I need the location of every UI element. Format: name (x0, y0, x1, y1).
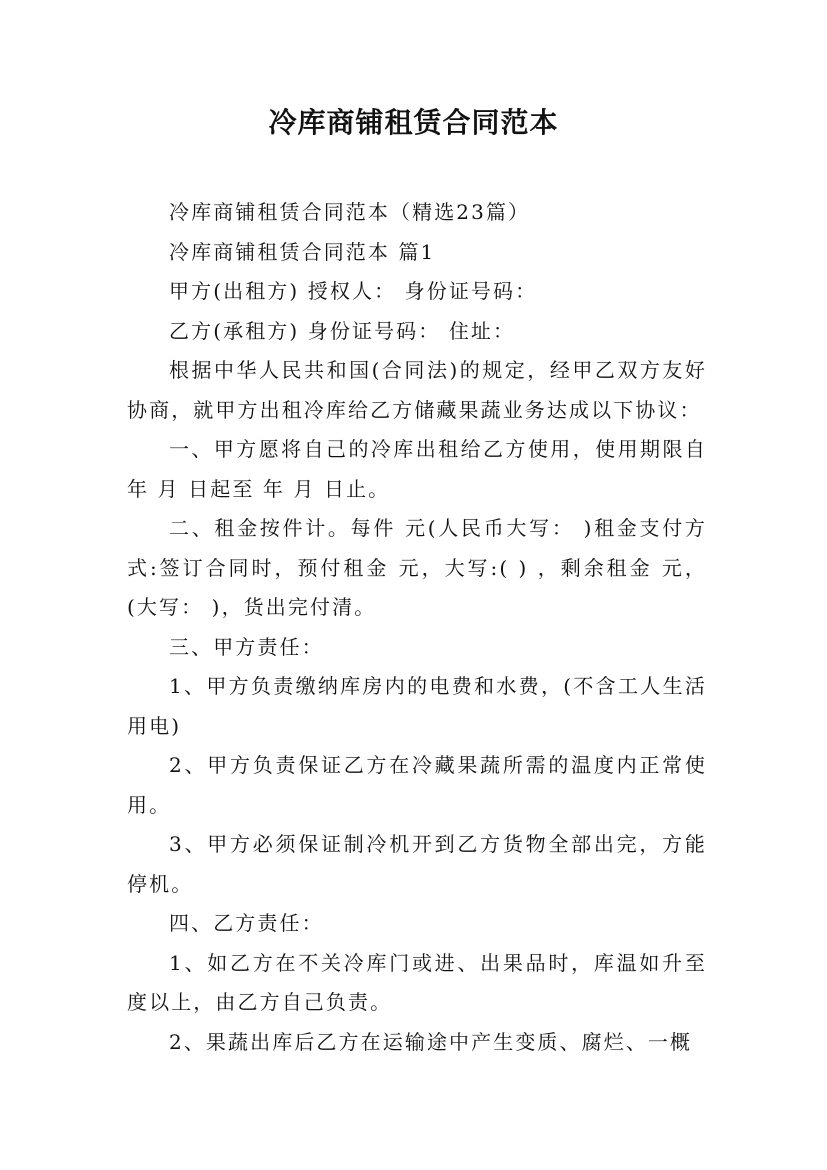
paragraph: 2、甲方负责保证乙方在冷藏果蔬所需的温度内正常使用。 (127, 753, 707, 817)
paragraph: 2、果蔬出库后乙方在运输途中产生变质、腐烂、一概 (169, 1029, 693, 1054)
paragraph: 乙方(承租方) 身份证号码： 住址： (169, 318, 516, 343)
paragraph: 1、如乙方在不关冷库门或进、出果品时，库温如升至 度以上，由乙方自己负责。 (127, 950, 707, 1014)
paragraph: 冷库商铺租赁合同范本（精选23篇） (169, 200, 531, 224)
paragraph: 甲方(出租方) 授权人： 身份证号码： (169, 279, 538, 303)
paragraph: 二、租金按件计。每件 元(人民币大写： )租金支付方式:签订合同时，预付租金 元，大写:( ) ，剩余租金 元，(大写： )，货出完付清。 (127, 516, 707, 619)
paragraph: 冷库商铺租赁合同范本 篇1 (169, 239, 436, 264)
paragraph: 3、甲方必须保证制冷机开到乙方货物全部出完，方能停机。 (127, 832, 707, 896)
paragraph: 根据中华人民共和国(合同法)的规定，经甲乙双方友好协商，就甲方出租冷库给乙方储藏果蔬业务达成以下协议： (127, 358, 707, 422)
paragraph: 一、甲方愿将自己的冷库出租给乙方使用，使用期限自 年 月 日起至 年 月 日止。 (127, 437, 707, 501)
paragraph: 1、甲方负责缴纳库房内的电费和水费，(不含工人生活用电) (127, 674, 707, 738)
document-title: 冷库商铺租赁合同范本 (268, 106, 559, 139)
paragraph: 三、甲方责任： (169, 634, 324, 659)
document-body (127, 193, 707, 1062)
paragraph: 四、乙方责任： (169, 911, 324, 935)
